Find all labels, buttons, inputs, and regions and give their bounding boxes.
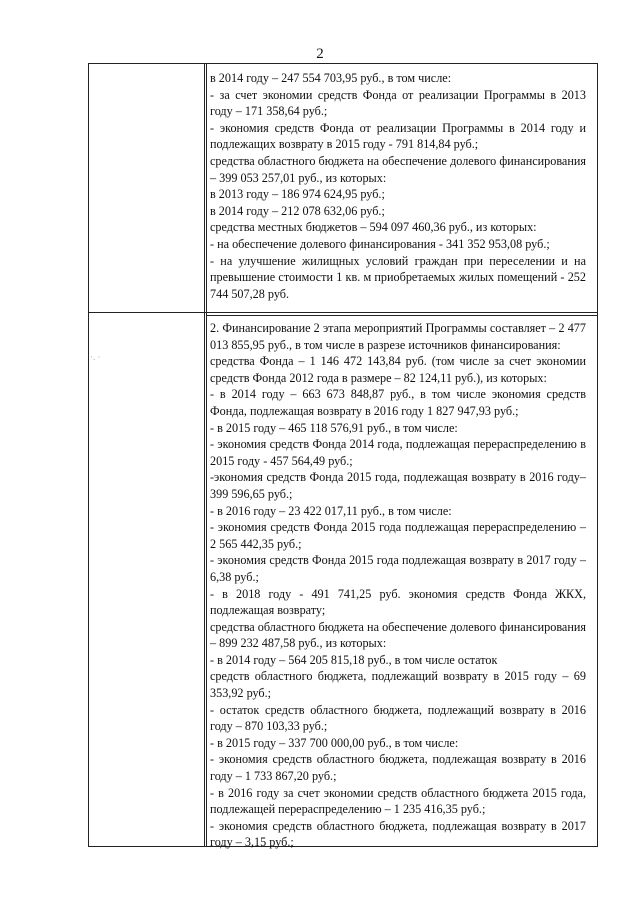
paragraph: средства областного бюджета на обеспечение долевого финансирования – 399 053 257,01 руб., из которых: [210,153,586,185]
paragraph: - экономия средств областного бюджета, подлежащая возврату в 2017 году – 3,15 руб.; [210,818,586,850]
paragraph: - экономия средств областного бюджета, подлежащая возврату в 2016 году – 1 733 867,20 руб.; [210,752,586,784]
paragraph: - в 2014 году – 564 205 815,18 руб., в том числе остаток [210,652,498,667]
paragraph: в 2014 году – 212 078 632,06 руб.; [210,203,385,218]
paragraph: средства местных бюджетов – 594 097 460,36 руб., из которых: [210,220,537,235]
row-separator [88,312,598,313]
paragraph: - на обеспечение долевого финансирования - 341 352 953,08 руб.; [210,236,550,251]
paragraph: - экономия средств Фонда 2015 года подлежащая возврату в 2017 году – 6,38 руб.; [210,553,586,584]
section-2-text [210,320,586,851]
paragraph: - в 2015 году – 337 700 000,00 руб., в том числе: [210,735,459,750]
table-divider [204,63,205,846]
paragraph: средств областного бюджета, подлежащий возврату в 2015 году – 69 353,92 руб.; [210,669,586,701]
scan-mark: ·. · [90,352,101,362]
table-left-border [88,63,89,846]
table-right-border [597,63,598,846]
paragraph: - на улучшение жилищных условий граждан при переселении и на превышение стоимости 1 кв. м приобретаемых жилых помещений - 252 744 507,28 руб. [210,253,586,301]
paragraph: 2. Финансирование 2 этапа мероприятий Программы составляет – 2 477 013 855,95 руб., в том числе в разрезе источников финансирования: [210,321,586,352]
paragraph: - остаток средств областного бюджета, подлежащий возврату в 2016 году – 870 103,33 руб.; [210,702,586,734]
paragraph: - в 2015 году – 465 118 576,91 руб., в том числе: [210,420,458,435]
paragraph: в 2013 году – 186 974 624,95 руб.; [210,187,385,202]
table-divider-inner [206,63,207,846]
page-number: 2 [316,46,324,62]
paragraph: - в 2016 году – 23 422 017,11 руб., в том числе: [210,503,452,518]
paragraph: - экономия средств Фонда 2014 года, подлежащая перераспределению в 2015 году - 457 564,49 руб.; [210,437,586,468]
paragraph: - в 2016 году за счет экономии средств областного бюджета 2015 года, подлежащей перераспределению – 1 235 416,35 руб.; [210,785,586,817]
paragraph: средства Фонда – 1 146 472 143,84 руб. (том числе за счет экономии средств Фонда 2012 года в размере – 82 124,11 руб.), из которых: [210,354,586,385]
paragraph: - экономия средств Фонда 2015 года подлежащая перераспределению – 2 565 442,35 руб.; [210,520,586,551]
paragraph: - за счет экономии средств Фонда от реализации Программы в 2013 году – 171 358,64 руб.; [210,87,586,119]
table-top-border [88,63,598,64]
section-1-text [210,70,586,302]
row-separator-inner [206,315,598,316]
paragraph: - экономия средств Фонда от реализации Программы в 2014 году и подлежащих возврату в 2015 году - 791 814,84 руб.; [210,120,586,152]
paragraph: в 2014 году – 247 554 703,95 руб., в том числе: [210,71,452,85]
paragraph: - в 2014 году – 663 673 848,87 руб., в том числе экономия средств Фонда, подлежащая возврату в 2016 году 1 827 947,93 руб.; [210,387,586,418]
paragraph: - в 2018 году - 491 741,25 руб. экономия средств Фонда ЖКХ, подлежащая возврату; [210,586,586,618]
paragraph: -экономия средств Фонда 2015 года, подлежащая возврату в 2016 году– 399 596,65 руб.; [210,470,586,501]
paragraph: средства областного бюджета на обеспечение долевого финансирования – 899 232 487,58 руб., из которых: [210,619,586,651]
